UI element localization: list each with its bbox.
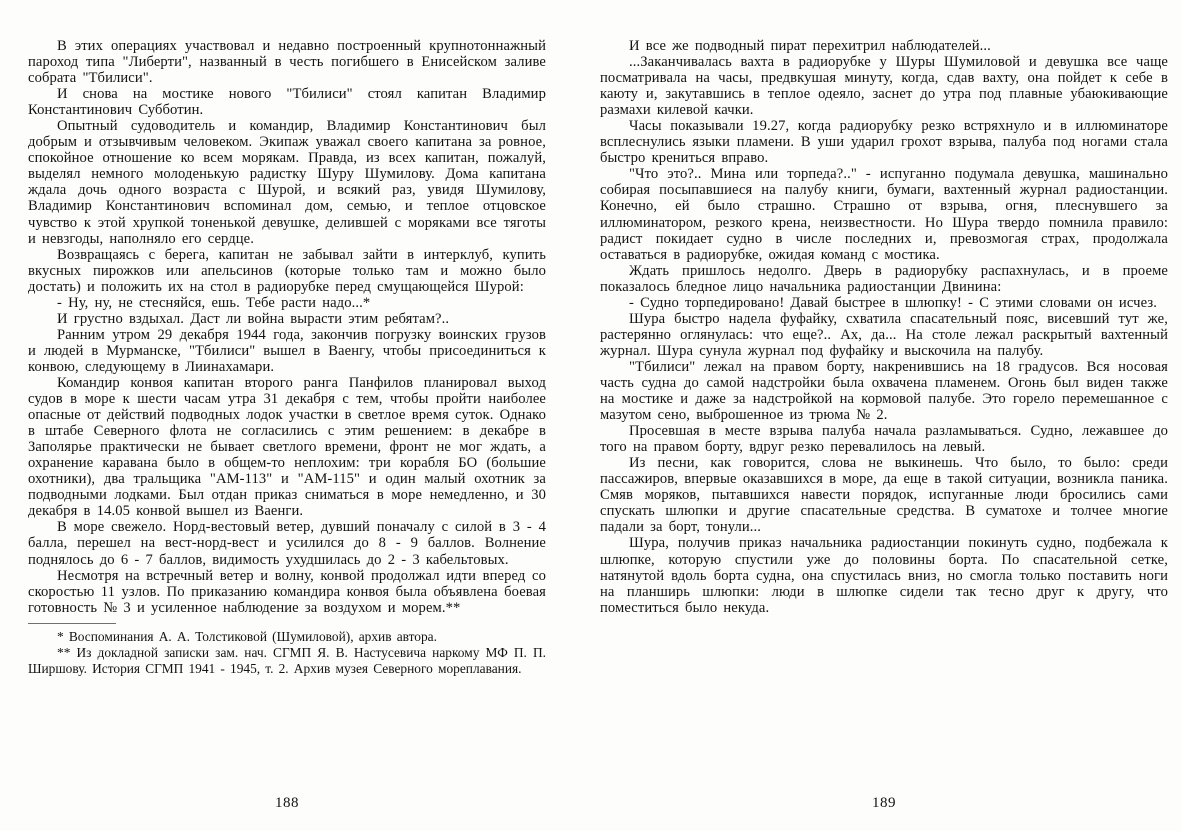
paragraph: Ждать пришлось недолго. Дверь в радиорубку распахнулась, и в проеме показалось бледное лицо начальника радиостанции Двинина:: [600, 262, 1168, 295]
page-number-left: 188: [275, 795, 299, 811]
paragraph: Часы показывали 19.27, когда радиорубку резко встряхнуло и в иллюминаторе всплеснулись языки пламени. В уши ударил грохот взрыва, палуба под ногами стала быстро крениться вправо.: [600, 118, 1168, 167]
paragraph: Несмотря на встречный ветер и волну, конвой продолжал идти вперед со скоростью 11 узлов. По приказанию командира конвоя была объявлена боевая готовность № 3 и усиленное наблюдение за воздухом и морем.**: [28, 567, 546, 616]
paragraph: И все же подводный пират перехитрил наблюдателей...: [629, 38, 991, 54]
page-number-right: 189: [872, 795, 896, 811]
page-188-footnotes: [28, 629, 546, 677]
paragraph: Опытный судоводитель и командир, Владимир Константинович был добрым и отзывчивым человеком. Экипаж уважал своего капитана за ровное, спокойное отношение ко всем морякам. Правда, из всех капитан, пожалуй, выделял немного молоденькую радистку Шуру Шумилову. Дома капитана ждала дочь одного возраста с Шурой, и всякий раз, увидя Шумилову, Владимир Константинович вспоминал дом, семью, и теплое отцовское чувство к этой хрупкой тоненькой девушке, делившей с моряками все тяготы и невзгоды, наполняло его сердце.: [28, 118, 546, 247]
page-188-text: [28, 38, 546, 616]
paragraph: В этих операциях участвовал и недавно построенный крупнотоннажный пароход типа "Либерти", названный в честь погибшего в Енисейском заливе собрата "Тбилиси".: [28, 38, 546, 87]
paragraph: Из песни, как говорится, слова не выкинешь. Что было, то было: среди пассажиров, впервые оказавшихся в море, да еще в такой ситуации, возникла паника. Смяв моряков, пытавшихся навести порядок, испуганные люди бросились сами спускать шлюпки и другие спасательные средства. В суматохе и толчее многие падали за борт, тонули...: [600, 455, 1168, 536]
paragraph: И снова на мостике нового "Тбилиси" стоял капитан Владимир Константинович Субботин.: [28, 86, 546, 119]
footnote: ** Из докладной записки зам. нач. СГМП Я. В. Настусевича наркому МФ П. П. Ширшову. История СГМП 1941 - 1945, т. 2. Архив музея Северного мореплавания.: [28, 644, 546, 676]
paragraph: Ранним утром 29 декабря 1944 года, закончив погрузку воинских грузов и людей в Мурманске, "Тбилиси" вышел в Ваенгу, чтобы присоединиться к конвою, следующему в Лиинахамари.: [28, 326, 546, 375]
paragraph: В море свежело. Норд-вестовый ветер, дувший поначалу с силой в 3 - 4 балла, перешел на вест-норд-вест и усилился до 8 - 9 баллов. Волнение поднялось до 6 - 7 баллов, видимость ухудшилась до 2 - 3 кабельтовых.: [28, 519, 546, 568]
paragraph: Шура быстро надела фуфайку, схватила спасательный пояс, висевший тут же, растерянно оглянулась: что еще?.. Ах, да... На столе лежал раскрытый вахтенный журнал. Шура сунула журнал под фуфайку и выскочила на палубу.: [600, 310, 1168, 359]
footnote-divider: [28, 623, 116, 624]
paragraph: Командир конвоя капитан второго ранга Панфилов планировал выход судов в море к шести часам утра 31 декабря с тем, чтобы пройти наиболее опасные от действий подводных лодок участки в светлое время суток. Однако в штабе Северного флота не согласились с этим решением: в декабре в Заполярье практически не бывает светлого времени, фронт не мог ждать, а охранение каравана было в общем-то неплохим: три корабля БО (большие охотники), два тральщика "АМ-113" и "АМ-115" и один малый охотник за подводными лодками. Был отдан приказ сниматься в море немедленно, и 30 декабря в 14.05 конвой вышел из Ваенги.: [28, 374, 546, 520]
page-189: [600, 38, 1168, 813]
paragraph: "Что это?.. Мина или торпеда?.." - испуганно подумала девушка, машинально собирая посыпавшиеся на палубу книги, бумаги, вахтенный журнал радиостанции. Конечно, ей было страшно. Страшно от взрыва, огня, плеснувшего за иллюминатором, резкого крена, неизвестности. Но Шура твердо помнила правило: радист покидает судно в числе последних и, превозмогая страх, продолжала оставаться в радиорубке, ожидая команд с мостика.: [600, 166, 1168, 263]
paragraph: "Тбилиси" лежал на правом борту, накренившись на 18 градусов. Вся носовая часть судна до самой надстройки была охвачена пламенем. Огонь был виден также на мостике и даже за надстройкой на кормовой палубе. Это горело перемешанное с мазутом сено, выброшенное из трюма № 2.: [600, 358, 1168, 424]
paragraph: Просевшая в месте взрыва палуба начала разламываться. Судно, лежавшее до того на правом борту, вдруг резко перевалилось на левый.: [600, 423, 1168, 456]
paragraph: ...Заканчивалась вахта в радиорубке у Шуры Шумиловой и девушка все чаще посматривала на часы, предвкушая минуту, когда, сдав вахту, она пойдет к себе в каюту и, закутавшись в теплое одеяло, заснет до утра под плавные убаюкивающие размахи килевой качки.: [600, 54, 1168, 119]
paragraph: Возвращаясь с берега, капитан не забывал зайти в интерклуб, купить вкусных пирожков или апельсинов (которые только там и можно было достать) и положить их на стол в радиорубке перед смущающейся Шурой:: [28, 246, 546, 295]
page-189-text: [600, 38, 1168, 616]
paragraph: - Судно торпедировано! Давай быстрее в шлюпку! - С этими словами он исчез.: [629, 294, 1157, 311]
paragraph: Шура, получив приказ начальника радиостанции покинуть судно, подбежала к шлюпке, которую спустили уже до половины борта. По спасательной сетке, натянутой вдоль борта судна, она спустилась вниз, но смогла только поставить ноги на планширь шлюпки: люди в шлюпке сидели так тесно друг к другу, что поместиться было некуда.: [600, 535, 1168, 616]
paragraph: И грустно вздыхал. Даст ли война вырасти этим ребятам?..: [57, 310, 450, 327]
page-188: [28, 38, 546, 813]
footnote: * Воспоминания А. А. Толстиковой (Шумиловой), архив автора.: [57, 628, 437, 644]
paragraph: - Ну, ну, не стесняйся, ешь. Тебе расти надо...*: [57, 294, 371, 311]
